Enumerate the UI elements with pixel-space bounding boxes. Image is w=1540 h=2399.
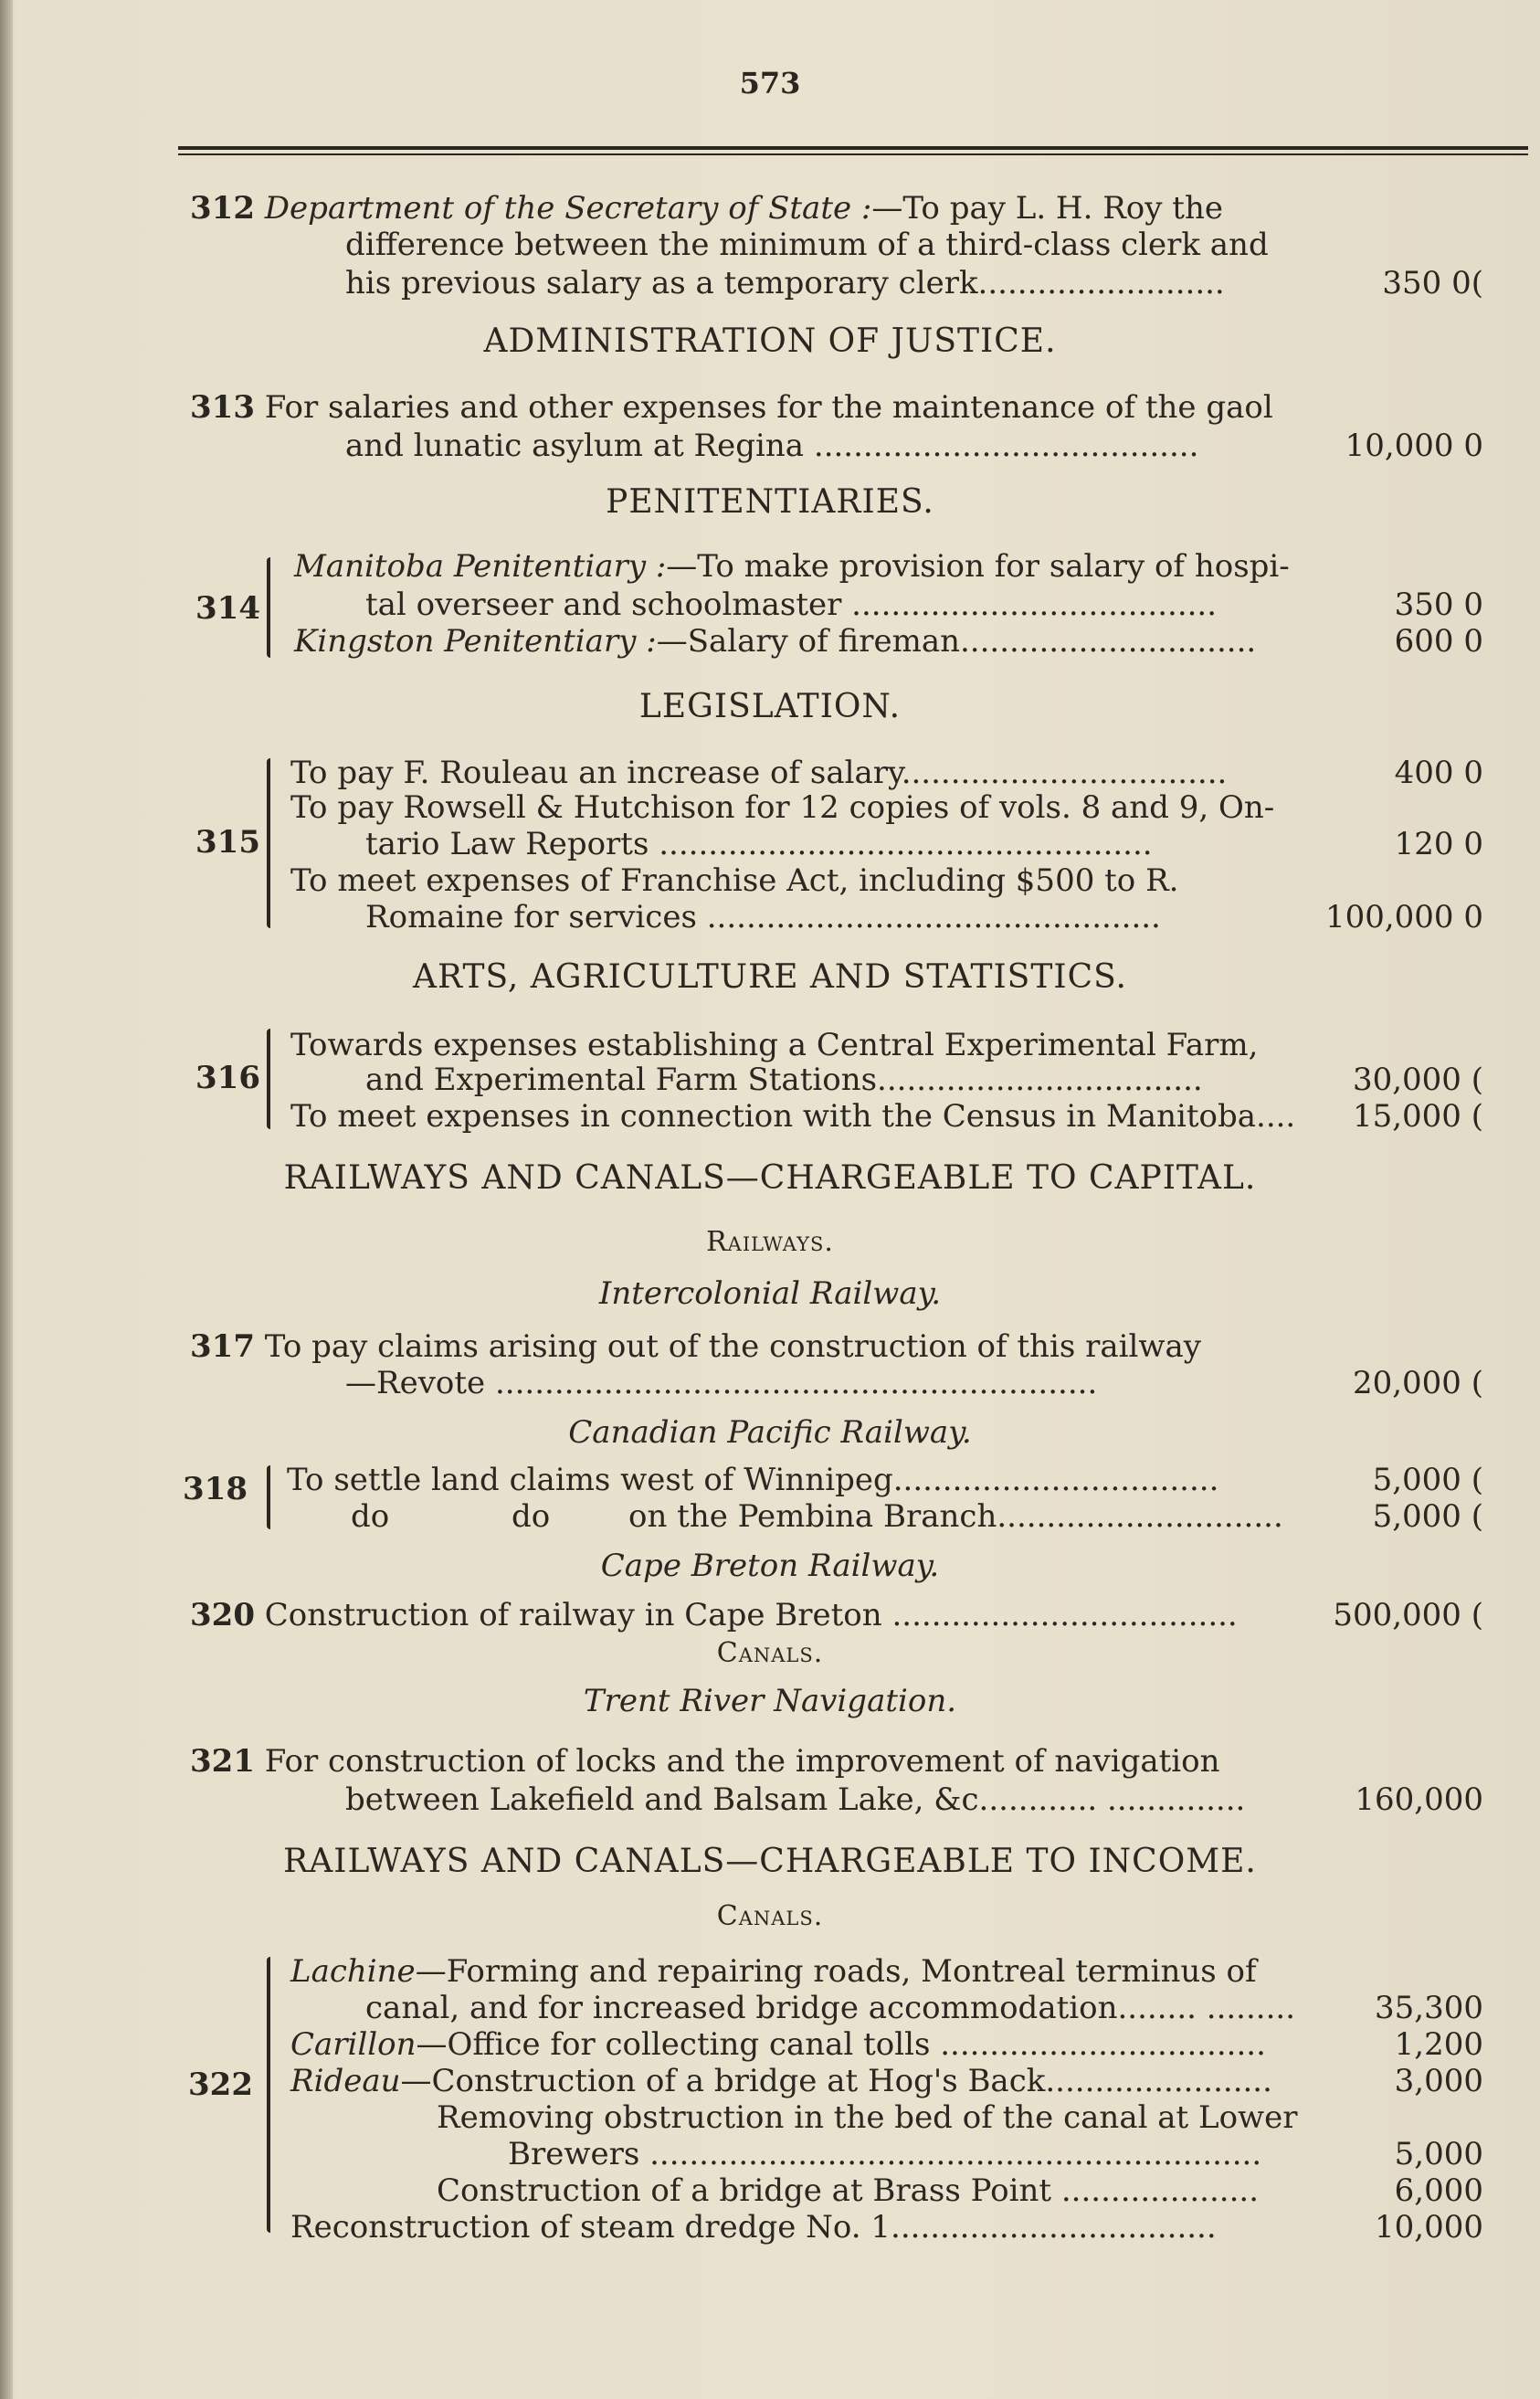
entry-text: —Construction of a bridge at Hog's Back....................... <box>400 2063 1272 2099</box>
amount: 500,000 ( <box>1333 1597 1483 1633</box>
subsection-heading: Canals. <box>716 1637 824 1669</box>
entry-number: 317 <box>190 1328 255 1365</box>
entry-text: difference between the minimum of a third-class clerk and <box>345 227 1269 263</box>
amount: 30,000 ( <box>1352 1062 1483 1098</box>
entry-number: 316 <box>195 1060 260 1096</box>
section-heading: ARTS, AGRICULTURE AND STATISTICS. <box>413 958 1127 996</box>
entry-text: Brewers .............................................................. <box>508 2136 1262 2172</box>
amount: 5,000 ( <box>1372 1498 1483 1535</box>
entry-text: To pay claims arising out of the construction of this railway <box>264 1328 1201 1365</box>
subsection-heading: Railways. <box>706 1226 834 1258</box>
entry-text: Removing obstruction in the bed of the canal at Lower <box>437 2099 1298 2136</box>
amount: 100,000 0 <box>1324 899 1483 935</box>
brace-symbol <box>267 758 270 928</box>
entry-text: his previous salary as a temporary clerk......................... <box>345 265 1225 301</box>
entry-text: —Forming and repairing roads, Montreal terminus of <box>415 1953 1257 1990</box>
amount: 350 0 <box>1394 587 1483 623</box>
amount: 6,000 <box>1394 2172 1483 2209</box>
entry-text: To meet expenses in connection with the Census in Manitoba.... <box>290 1098 1296 1135</box>
subsection-title: Trent River Navigation. <box>583 1683 957 1719</box>
header-rule-bottom <box>178 153 1528 155</box>
entry-text: Construction of railway in Cape Breton ................................... <box>264 1597 1238 1633</box>
department-name: Department of the Secretary of State : <box>264 190 872 227</box>
amount: 160,000 <box>1355 1781 1483 1818</box>
entry-text: on the Pembina Branch............................. <box>628 1498 1283 1535</box>
ditto-mark: do <box>351 1498 390 1535</box>
entry-text: between Lakefield and Balsam Lake, &c............ .............. <box>345 1781 1246 1818</box>
amount: 5,000 <box>1394 2136 1483 2172</box>
institution-name: Manitoba Penitentiary : <box>294 548 667 585</box>
canal-name: Lachine <box>290 1953 416 1990</box>
subsection-heading: Canals. <box>716 1900 824 1932</box>
page-number: 573 <box>739 66 801 100</box>
entry-text: canal, and for increased bridge accommodation........ ......... <box>365 1990 1296 2026</box>
entry-text: —Revote ............................................................. <box>345 1365 1098 1401</box>
amount: 120 0 <box>1394 826 1483 862</box>
entry-text: For salaries and other expenses for the maintenance of the gaol <box>264 389 1273 426</box>
entry-text: To pay F. Rouleau an increase of salary................................. <box>290 755 1228 791</box>
amount: 400 0 <box>1394 755 1483 791</box>
subsection-title: Canadian Pacific Railway. <box>568 1414 972 1451</box>
entry-text: Construction of a bridge at Brass Point .................... <box>437 2172 1260 2209</box>
entry-text: and Experimental Farm Stations................................. <box>365 1062 1203 1098</box>
section-heading: RAILWAYS AND CANALS—CHARGEABLE TO CAPITAL. <box>283 1159 1257 1197</box>
ditto-mark: do <box>512 1498 551 1535</box>
institution-name: Kingston Penitentiary : <box>294 623 657 660</box>
subsection-title: Cape Breton Railway. <box>600 1548 940 1584</box>
entry-text: For construction of locks and the improvement of navigation <box>264 1743 1220 1780</box>
entry-text: To pay Rowsell & Hutchison for 12 copies of vols. 8 and 9, On- <box>290 789 1275 826</box>
section-heading: RAILWAYS AND CANALS—CHARGEABLE TO INCOME. <box>283 1843 1257 1880</box>
entry-number: 312 <box>190 190 255 227</box>
entry-number: 322 <box>188 2066 253 2103</box>
entry-number: 313 <box>190 389 255 426</box>
brace-symbol <box>267 557 270 658</box>
brace-symbol <box>267 1029 270 1129</box>
amount: 20,000 ( <box>1352 1365 1483 1401</box>
section-heading: ADMINISTRATION OF JUSTICE. <box>483 322 1057 360</box>
canal-name: Rideau <box>290 2063 401 2099</box>
section-heading: LEGISLATION. <box>638 688 902 725</box>
entry-text: tal overseer and schoolmaster ..................................... <box>365 587 1218 623</box>
amount: 10,000 <box>1375 2209 1483 2246</box>
entry-text: Romaine for services .............................................. <box>365 899 1161 935</box>
entry-number: 321 <box>190 1743 255 1780</box>
entry-number: 318 <box>183 1471 248 1507</box>
entry-number: 320 <box>190 1597 255 1633</box>
entry-text: Reconstruction of steam dredge No. 1................................. <box>290 2209 1217 2246</box>
amount: 1,200 <box>1394 2026 1483 2063</box>
entry-text: —To pay L. H. Roy the <box>871 190 1223 227</box>
subsection-title: Intercolonial Railway. <box>598 1275 942 1312</box>
brace-symbol <box>267 1465 270 1529</box>
entry-text: —Salary of fireman.............................. <box>656 623 1257 660</box>
amount: 350 0( <box>1382 265 1483 301</box>
amount: 3,000 <box>1394 2063 1483 2099</box>
entry-number: 314 <box>195 590 260 627</box>
entry-number: 315 <box>195 824 260 861</box>
amount: 15,000 ( <box>1352 1098 1483 1135</box>
canal-name: Carillon <box>290 2026 417 2063</box>
entry-text: Towards expenses establishing a Central Experimental Farm, <box>290 1027 1259 1063</box>
amount: 5,000 ( <box>1372 1462 1483 1498</box>
entry-text: To settle land claims west of Winnipeg................................. <box>287 1462 1219 1498</box>
amount: 35,300 <box>1375 1990 1483 2026</box>
amount: 10,000 0 <box>1345 428 1483 464</box>
entry-text: —To make provision for salary of hospi- <box>666 548 1290 585</box>
amount: 600 0 <box>1394 623 1483 660</box>
entry-text: tario Law Reports .................................................. <box>365 826 1153 862</box>
section-heading: PENITENTIARIES. <box>606 483 934 521</box>
entry-text: —Office for collecting canal tolls ................................. <box>416 2026 1266 2063</box>
brace-symbol <box>267 1957 270 2233</box>
entry-text: and lunatic asylum at Regina ....................................... <box>345 428 1199 464</box>
entry-text: To meet expenses of Franchise Act, including $500 to R. <box>290 862 1179 899</box>
header-rule-top <box>178 146 1528 150</box>
